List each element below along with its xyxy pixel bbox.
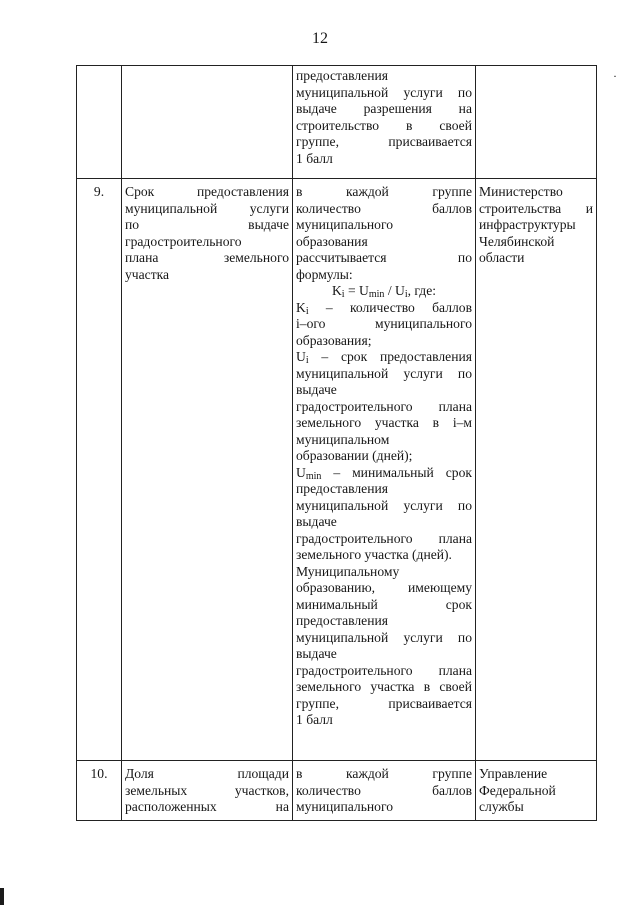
definition-line xyxy=(296,465,472,482)
criteria-table xyxy=(76,65,597,821)
definition-line xyxy=(296,300,472,317)
criterion-line: градостроительного xyxy=(125,233,242,249)
definition-line: образовании (дней); xyxy=(296,448,413,463)
umin-definition: – минимальный срок xyxy=(321,464,472,480)
method-line: муниципальной услуги по xyxy=(296,84,472,100)
formula-line xyxy=(296,283,472,300)
margin-speck: · xyxy=(613,69,617,83)
conclusion-line: минимальный срок xyxy=(296,596,472,612)
criterion-line: земельных участков, xyxy=(125,782,289,798)
formula-u-sub: i xyxy=(404,289,408,300)
conclusion-line: группе, присваивается xyxy=(296,695,472,711)
u-sub: i xyxy=(305,355,309,366)
definition-line: земельного участка (дней). xyxy=(296,547,452,562)
method-line: образования xyxy=(296,233,368,249)
method-line: 1 балл xyxy=(296,150,333,166)
definition-line: градостроительного плана xyxy=(296,398,472,414)
row-number xyxy=(77,66,122,179)
formula-min-sub: min xyxy=(368,289,385,300)
row-number: 9. xyxy=(77,179,122,761)
definition-line: муниципальном xyxy=(296,431,390,447)
criterion-line: расположенных на xyxy=(125,799,289,814)
formula-k: K xyxy=(331,283,342,298)
ministry-line: строительства и xyxy=(479,200,593,216)
formula-tail: , где: xyxy=(407,283,437,298)
ministry-line: Федеральной xyxy=(479,782,556,798)
ministry-line: области xyxy=(479,250,525,265)
umin-symbol: U xyxy=(296,464,306,480)
ministry-cell xyxy=(476,761,597,821)
table-row xyxy=(77,179,597,761)
criterion-line: участка xyxy=(125,266,170,282)
table-row xyxy=(77,66,597,179)
definition-line: образования; xyxy=(296,332,372,348)
method-line: в каждой группе xyxy=(296,766,472,781)
method-line: предоставления xyxy=(296,68,389,83)
row-number: 10. xyxy=(77,761,122,821)
criterion-line: Доля площади xyxy=(125,766,289,781)
definition-line: земельного участка в i–м xyxy=(296,415,472,430)
definition-line: муниципальной услуги по xyxy=(296,497,472,513)
k-definition: – количество баллов xyxy=(308,299,472,315)
criterion-line: Срок предоставления xyxy=(125,184,289,199)
method-line: выдаче разрешения на xyxy=(296,101,472,116)
method-cell xyxy=(293,179,476,761)
k-sub: i xyxy=(305,305,309,317)
conclusion-line: 1 балл xyxy=(296,712,333,727)
ministry-line: службы xyxy=(479,799,524,814)
conclusion-line: выдаче xyxy=(296,646,337,661)
method-line: муниципального xyxy=(296,217,394,232)
ministry-line: инфраструктуры xyxy=(479,217,576,232)
method-line: количество баллов xyxy=(296,200,472,216)
conclusion-line: муниципальной услуги по xyxy=(296,629,472,645)
conclusion-line: образованию, имеющему xyxy=(296,580,472,595)
conclusion-line: предоставления xyxy=(296,613,389,628)
ministry-line: Челябинской xyxy=(479,233,555,249)
definition-line: i–ого муниципального xyxy=(296,316,472,331)
ministry-line: Управление xyxy=(479,766,548,781)
method-line: муниципального xyxy=(296,799,394,814)
definition-line: градостроительного плана xyxy=(296,530,472,546)
formula-slash: / U xyxy=(384,283,405,298)
definition-line: выдаче xyxy=(296,514,337,529)
method-line: в каждой группе xyxy=(296,184,472,199)
formula-eq: = U xyxy=(344,283,369,298)
method-line: рассчитывается по xyxy=(296,250,472,265)
method-line: группе, присваивается xyxy=(296,134,472,149)
table-row xyxy=(77,761,597,821)
method-line: строительство в своей xyxy=(296,117,472,133)
method-line: количество баллов xyxy=(296,782,472,798)
umin-sub: min xyxy=(305,470,322,482)
criterion-cell xyxy=(122,761,293,821)
conclusion-line: градостроительного плана xyxy=(296,662,472,678)
definition-line: выдаче xyxy=(296,382,337,397)
formula-k-sub: i xyxy=(341,289,345,300)
ministry-cell xyxy=(476,66,597,179)
criterion-line: плана земельного xyxy=(125,250,289,265)
criterion-line: муниципальной услуги xyxy=(125,200,289,216)
criterion-cell xyxy=(122,179,293,761)
definition-line: предоставления xyxy=(296,481,389,496)
method-line: формулы: xyxy=(296,266,353,282)
page-number: 12 xyxy=(312,30,328,47)
scan-edge-mark xyxy=(0,888,4,905)
conclusion-line: Муниципальному xyxy=(296,563,400,579)
criterion-cell xyxy=(122,66,293,179)
method-cell xyxy=(293,66,476,179)
criterion-line: по выдаче xyxy=(125,217,289,232)
definition-line xyxy=(296,349,472,366)
ministry-line: Министерство xyxy=(479,184,563,199)
method-cell xyxy=(293,761,476,821)
u-definition: – срок предоставления xyxy=(308,349,472,364)
definition-line: муниципальной услуги по xyxy=(296,365,472,381)
k-symbol: K xyxy=(296,299,306,315)
u-symbol: U xyxy=(296,349,306,364)
ministry-cell xyxy=(476,179,597,761)
conclusion-line: земельного участка в своей xyxy=(296,679,472,694)
